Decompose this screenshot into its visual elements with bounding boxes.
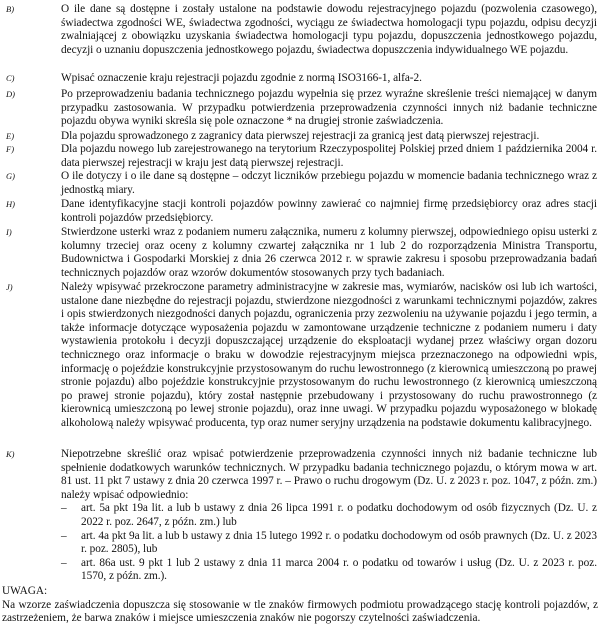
footnote-marker: D) <box>6 89 15 99</box>
list-item <box>61 557 597 584</box>
footnote-text: Dane identyfikacyjne stacji kontroli pojazdów powinny zawierać co najmniej firmę przedsiębiorcy oraz adres stacji kontroli pojazdów przedsiębiorcy. <box>61 198 597 224</box>
uwaga-heading: UWAGA: <box>2 585 48 597</box>
footnote-marker: J) <box>6 282 13 292</box>
footnote-text: Niepotrzebne skreślić oraz wpisać potwierdzenie przeprowadzenia czynności innych niż badanie techniczne lub spełnienie dodatkowych warunków technicznych. W przypadku badania technicznego pojazdu, o którym mowa w art. 81 ust. 11 pkt 7 ustawy z dnia 20 czerwca 1997 r. – Prawo o ruchu drogowym (Dz. U. z 2023 r. poz. 1047, z późn. zm.) należy wpisać odpowiednio: <box>61 448 597 501</box>
dash-bullet: – <box>61 529 67 542</box>
footnote-text: Dla pojazdu nowego lub zarejestrowanego na terytorium Rzeczypospolitej Polskiej przed dniem 1 października 2004 r. data pierwszej rejestracji w kraju jest datą pierwszej rejestracji. <box>61 143 597 169</box>
list-item-text: art. 5a pkt 19a lit. a lub b ustawy z dnia 26 lipca 1991 r. o podatku dochodowym od osób fizycznych (Dz. U. z 2022 r. poz. 2647, z późn. zm.) lub <box>81 502 597 528</box>
dash-bullet: – <box>61 556 67 569</box>
footnote-marker: K) <box>6 449 15 459</box>
footnote-marker: H) <box>6 199 15 209</box>
footnote-k-body <box>61 448 597 584</box>
footnote-marker: F) <box>6 144 15 154</box>
list-item <box>61 502 597 529</box>
list-item-text: art. 86a ust. 9 pkt 1 lub 2 ustawy z dnia 11 marca 2004 r. o podatku od towarów i usług (Dz. U. z 2023 r. poz. 1570, z późn. zm.). <box>81 556 597 583</box>
dash-bullet: – <box>61 502 67 515</box>
list-item <box>61 530 597 557</box>
list-item-text: art. 4a pkt 9a lit. a lub b ustawy z dnia 15 lutego 1992 r. o podatku dochodowym od osób prawnych (Dz. U. z 2023 r. poz. 2805), lub <box>81 529 597 556</box>
footnote-marker: E) <box>6 131 15 141</box>
footnote-text: O ile dotyczy i o ile dane są dostępne – odczyt liczników przebiegu pojazdu w momencie badania technicznego wraz z jednostką miary. <box>61 170 597 196</box>
legal-reference-list <box>61 502 597 584</box>
footnote-text: Należy wpisywać przekroczone parametry administracyjne w zakresie mas, wymiarów, nacisków osi lub ich wartości, ustalone dane niezbędne do rejestracji pojazdu, stwierdzone niezgodności z warunkami technicznymi pojazdów, zakres i opis stwierdzonych niezgodności danych pojazdu, ograniczenia przy zezwoleniu na używanie pojazdu i jego termin, a także informacje dotyczące wyposażenia pojazdu w zamontowane urządzenie techniczne z podaniem numeru i daty wystawienia protokołu i decyzji dopuszczającej urządzenie do eksploatacji wydanej przez właściwy organ dozoru technicznego oraz informacje o braku w dowodzie rejestracyjnym miejsca przeznaczonego na odpowiedni wpis, informację o pojeździe konstrukcyjnie przystosowanym do ruchu lewostronnego (z kierownicą umieszczoną po prawej stronie pojazdu) albo pojeździe konstrukcyjnie przystosowanym do ruchu lewostronnego (z kierownicą umieszczoną po prawej stronie pojazdu), który został następnie przebudowany i przystosowany do ruchu prawostronnego (z kierownicą umieszczoną po lewej stronie pojazdu), oraz inne uwagi. W przypadku pojazdu wyposażonego w blokadę alkoholową należy wpisywać producenta, typ oraz numer seryjny urządzenia na podstawie dokumentu kalibracyjnego. <box>61 281 597 429</box>
footnote-marker: C) <box>6 73 15 83</box>
footnote-text: Stwierdzone usterki wraz z podaniem numeru załącznika, numeru z kolumny pierwszej, odpowiedniego opisu usterki z kolumny trzeciej oraz oceny z kolumny czwartej załącznika nr 1 lub 2 do rozporządzenia Ministra Transportu, Budownictwa i Gospodarki Morskiej z dnia 26 czerwca 2012 r. w sprawie zakresu i sposobu przeprowadzania badań technicznych pojazdów oraz wzorów dokumentów stosowanych przy tych badaniach. <box>61 226 597 279</box>
footnote-text: O ile dane są dostępne i zostały ustalone na podstawie dowodu rejestracyjnego pojazdu (pozwolenia czasowego), świadectwa zgodności WE, świadectwa zgodności, wyciągu ze świadectwa homologacji typu pojazdu, odpisu decyzji zwalniającej z obowiązku uzyskania świadectwa homologacji typu pojazdu, dopuszczenia jednostkowego pojazdu, decyzji o uznaniu dopuszczenia jednostkowego pojazdu, świadectwa dopuszczenia indywidualnego WE pojazdu. <box>61 3 597 56</box>
footnote-marker: I) <box>6 227 12 237</box>
footnote-marker: G) <box>6 171 15 181</box>
uwaga-text: Na wzorze zaświadczenia dopuszcza się stosowanie w tle znaków firmowych podmiotu prowadzącego stację kontroli pojazdów, z zastrzeżeniem, że barwa znaków i miejsce umieszczenia znaków nie pogorszy czytelności zaświadczenia. <box>2 598 598 625</box>
footnote-marker: B) <box>6 4 15 14</box>
footnote-text: Wpisać oznaczenie kraju rejestracji pojazdu zgodnie z normą ISO3166-1, alfa-2. <box>61 72 422 84</box>
uwaga-section <box>2 585 598 626</box>
footnote-text: Po przeprowadzeniu badania technicznego pojazdu wypełnia się przez wyraźne skreślenie treści niemającej w danym przypadku zastosowania. W przypadku potwierdzenia przeprowadzenia czynności innych niż badanie techniczne pojazdu obywa wyniki skreśla się pole oznaczone * na drugiej stronie zaświadczenia. <box>61 88 597 128</box>
footnote-text: Dla pojazdu sprowadzonego z zagranicy data pierwszej rejestracji za granicą jest datą pierwszej rejestracji. <box>61 130 540 142</box>
